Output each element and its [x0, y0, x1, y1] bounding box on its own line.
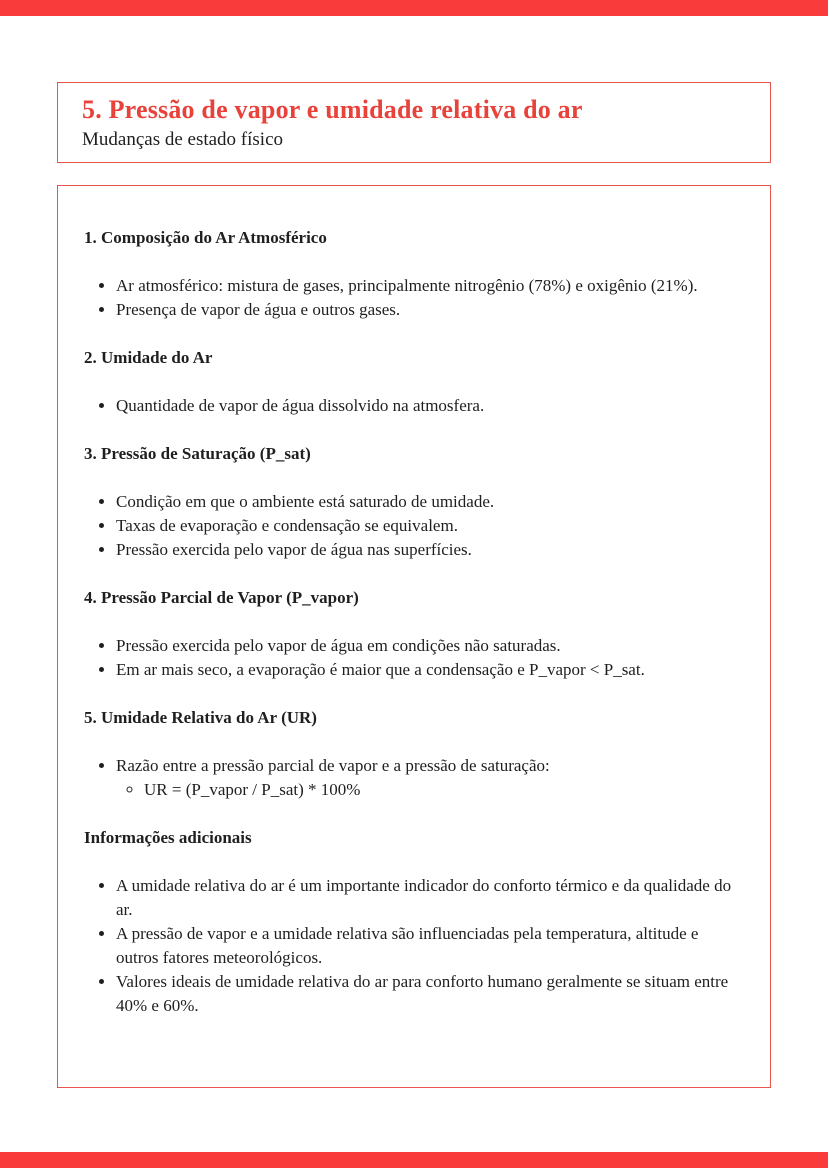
bullet-item: • Condição em que o ambiente está saturado de umidade. [116, 490, 742, 514]
bullet-item: • A pressão de vapor e a umidade relativa são influenciadas pela temperatura, altitude e outros fatores meteorológicos. [116, 922, 742, 970]
bullet-item: • Ar atmosférico: mistura de gases, principalmente nitrogênio (78%) e oxigênio (21%). [116, 274, 742, 298]
section-heading: 1. Composição do Ar Atmosférico [84, 228, 327, 247]
bullet-list [84, 274, 742, 322]
section-umidade-do-ar [84, 346, 742, 418]
top-red-bar [0, 0, 828, 16]
section-umidade-relativa [84, 706, 742, 802]
bottom-red-bar [0, 1152, 828, 1168]
section-heading: 5. Umidade Relativa do Ar (UR) [84, 708, 317, 727]
bullet-item: • Quantidade de vapor de água dissolvido na atmosfera. [116, 394, 742, 418]
section-heading: 4. Pressão Parcial de Vapor (P_vapor) [84, 588, 359, 607]
bullet-item: • Taxas de evaporação e condensação se equivalem. [116, 514, 742, 538]
bullet-list [84, 634, 742, 682]
section-heading: Informações adicionais [84, 828, 252, 847]
bullet-item: • A umidade relativa do ar é um importante indicador do conforto térmico e da qualidade do ar. [116, 874, 742, 922]
bullet-list [84, 394, 742, 418]
bullet-item: • Pressão exercida pelo vapor de água em condições não saturadas. [116, 634, 742, 658]
content-box [57, 185, 771, 1088]
title-box [57, 82, 771, 163]
page-subtitle: Mudanças de estado físico [82, 129, 284, 150]
bullet-item: • Pressão exercida pelo vapor de água nas superfícies. [116, 538, 742, 562]
section-heading: 2. Umidade do Ar [84, 348, 213, 367]
sub-bullet-item: ◦ UR = (P_vapor / P_sat) * 100% [144, 778, 742, 802]
bullet-list [84, 874, 742, 1018]
section-informacoes-adicionais [84, 826, 742, 1018]
bullet-list [84, 490, 742, 562]
section-composicao-do-ar [84, 226, 742, 322]
bullet-list [84, 754, 742, 802]
bullet-item: • Em ar mais seco, a evaporação é maior que a condensação e P_vapor < P_sat. [116, 658, 742, 682]
page-title: 5. Pressão de vapor e umidade relativa do ar [82, 95, 583, 124]
section-heading: 3. Pressão de Saturação (P_sat) [84, 444, 311, 463]
section-pressao-de-saturacao [84, 442, 742, 562]
bullet-item: • Razão entre a pressão parcial de vapor e a pressão de saturação: [116, 754, 742, 778]
bullet-item: • Valores ideais de umidade relativa do ar para conforto humano geralmente se situam entre 40% e 60%. [116, 970, 742, 1018]
section-pressao-parcial-de-vapor [84, 586, 742, 682]
bullet-item: • Presença de vapor de água e outros gases. [116, 298, 742, 322]
